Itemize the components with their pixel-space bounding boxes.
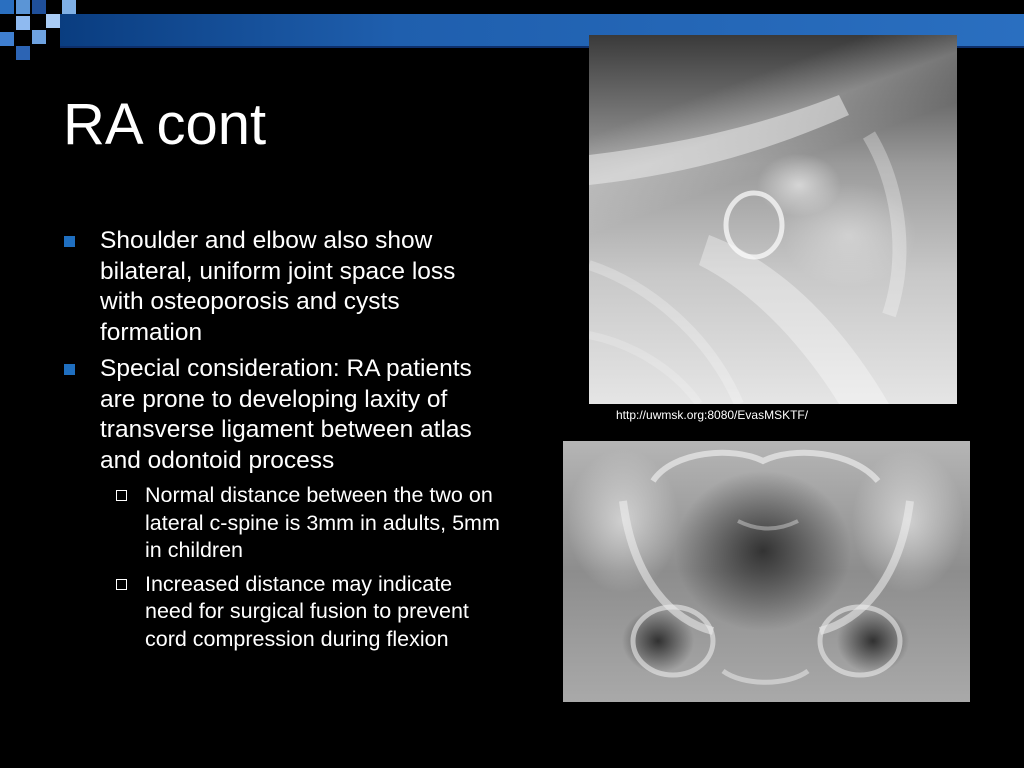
sub-bullet-text: Increased distance may indicate need for surgical fusion to prevent cord compression during flexion (145, 571, 469, 651)
hollow-square-bullet-icon (116, 579, 127, 590)
hollow-square-bullet-icon (116, 490, 127, 501)
bullet-item (64, 226, 504, 348)
shoulder-xray-drawing (589, 35, 957, 404)
square-bullet-icon (64, 364, 75, 375)
bullet-list (64, 226, 504, 659)
pelvis-xray-drawing (563, 441, 970, 702)
shoulder-xray-image (589, 35, 957, 404)
sub-bullet-item (64, 571, 504, 654)
sub-bullet-item (64, 482, 504, 565)
slide-title: RA cont (63, 92, 267, 157)
bullet-text: Shoulder and elbow also show bilateral, uniform joint space loss with osteoporosis and cysts formation (100, 227, 456, 346)
sub-bullet-text: Normal distance between the two on lateral c-spine is 3mm in adults, 5mm in children (145, 483, 500, 562)
bullet-item (64, 354, 504, 476)
square-bullet-icon (64, 236, 75, 247)
image-source-caption: http://uwmsk.org:8080/EvasMSKTF/ (616, 408, 809, 422)
pelvis-xray-image (563, 441, 970, 702)
bullet-text: Special consideration: RA patients are prone to developing laxity of transverse ligament between atlas and odontoid process (100, 355, 472, 474)
